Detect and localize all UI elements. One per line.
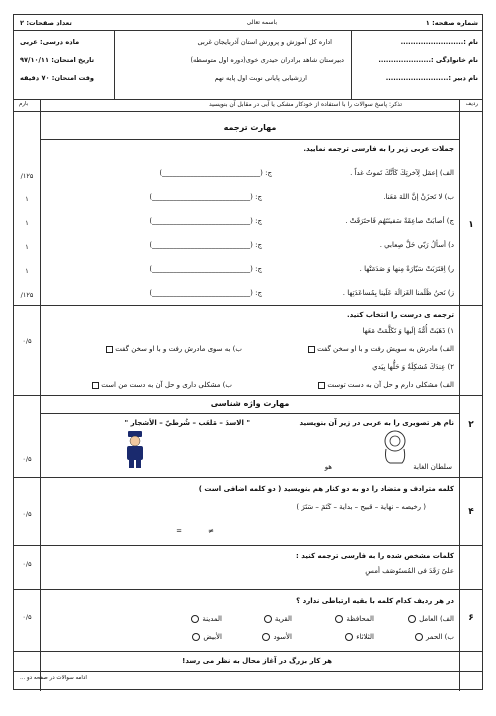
col-score: بارم	[19, 101, 29, 107]
q2-sentence-1: ۱) ذَهَبَتْ أُمُّهُ إلَيها وَ تَكَلَّمَتْ مَعَها	[362, 327, 454, 335]
q1-score-a: ۱۲۵/	[20, 172, 34, 180]
family-field[interactable]: نام خانوادگی :.....................	[378, 56, 478, 64]
bismillah: باسمه تعالی	[246, 19, 277, 26]
radio-icon[interactable]	[335, 615, 343, 623]
checkbox-icon[interactable]	[318, 382, 325, 389]
q1-answer-c[interactable]: ج: (____________________________)	[149, 217, 262, 225]
police-officer-image	[122, 429, 148, 469]
org-name: اداره کل آموزش و پرورش استان آذربایجان غربی	[197, 38, 332, 46]
q1-item-e: ر) اِقتَرَبَتْ سَيّارَةٌ مِنها وَ صَدَمَتْها .	[359, 265, 454, 273]
q3-title: نام هر تصویری را به عربی در زیر آن بنویسید	[299, 419, 454, 427]
q4-eq-sign: =	[176, 527, 182, 535]
q4-score: ۰/۵	[22, 510, 32, 518]
q5-title: کلمات مشخص شده را به فارسی ترجمه کنید :	[296, 552, 454, 560]
section-translation: مهارت ترجمه	[223, 123, 277, 132]
q6-row2-opt1[interactable]: ب) الحمر	[412, 633, 454, 641]
col-row: ردیف	[465, 101, 478, 107]
q1-score-e: ۱	[25, 267, 29, 275]
q2-title: ترجمه ی درست را انتخاب کنید.	[347, 311, 454, 319]
total-pages: تعداد صفحات: ۲	[20, 19, 72, 27]
q6-number: ۶	[468, 613, 474, 623]
q5-text: علیٌ رَقَدَ فی المُستَوصَف أمسِ	[365, 567, 454, 575]
q3-word-bank: " الاسدَ – مَلعَب – شُرطيّ – الأشجار "	[124, 419, 250, 427]
radio-icon[interactable]	[262, 633, 270, 641]
section-vocab: مهارت واژه شناسی	[210, 399, 290, 408]
notice: تذکر: پاسخ سوالات را با استفاده از خودکار مشکی یا آبی در مقابل آن بنویسید	[208, 101, 402, 108]
q1-score-d: ۱	[25, 243, 29, 251]
radio-icon[interactable]	[408, 615, 416, 623]
exam-header	[14, 15, 482, 100]
exam-page	[13, 14, 483, 690]
name-field[interactable]: نام :.........................	[400, 38, 478, 46]
q2-option-2b[interactable]: ب) مشکلی داری و حل آن به دست من است	[90, 381, 232, 389]
q3-score: ۰/۵	[22, 455, 32, 463]
q3-caption-1: سلطان الغابة	[413, 463, 452, 471]
q3-number: ۲	[468, 420, 474, 430]
q1-score-f: ۱۲۵/	[20, 291, 34, 299]
q4-word-bank: ( رخیصه – نهایة – قبیح – بدایة – کَتَمَ – سَتَرَ )	[296, 503, 426, 511]
q6-row1-opt1[interactable]: الف) العامل	[405, 615, 454, 623]
q6-title: در هر ردیف کدام کلمه با بقیه ارتباطی ندارد ؟	[296, 597, 454, 605]
q2-option-1a[interactable]: الف) مادرش به سویش رفت و با او سخن گفت	[306, 345, 454, 353]
school-name: دبیرستان شاهد برادران حیدری خوی(دوره اول متوسطه)	[190, 56, 344, 64]
exam-title: ارزشیابی پایانی نوبت اول پایه نهم	[214, 74, 307, 82]
q6-score: ۰/۵	[22, 613, 32, 621]
radio-icon[interactable]	[415, 633, 423, 641]
q1-score-b: ۱	[25, 195, 29, 203]
q6-row1-opt4[interactable]: المدینة	[188, 615, 222, 623]
lion-image	[378, 429, 412, 465]
q1-item-d: د) أسألُ رَبّي حَلَّ صِعابي .	[379, 241, 454, 249]
q1-item-c: ج) أصابَتْ صاعِقَةٌ سَفينَتَهُم فَاحتَرَقَتْ .	[345, 217, 454, 225]
q6-row2-opt3[interactable]: الأسود	[259, 633, 292, 641]
q6-row1-opt2[interactable]: المحافظة	[332, 615, 374, 623]
q1-number: ۱	[468, 220, 474, 230]
q2-option-1b[interactable]: ب) به سوی مادرش رفت و با او سخن گفت	[104, 345, 242, 353]
q1-answer-f[interactable]: ج: (____________________________)	[149, 289, 262, 297]
q5-score: ۰/۵	[22, 560, 32, 568]
checkbox-icon[interactable]	[106, 346, 113, 353]
q6-row2-opt2[interactable]: الثلاثاء	[342, 633, 374, 641]
q1-answer-a[interactable]: ج: (____________________________)	[159, 169, 272, 177]
q4-title: کلمه مترادف و متضاد را دو به دو کنار هم بنویسید ( دو کلمه اضافی است )	[198, 485, 454, 493]
q2-sentence-2: ۲) عِندَكَ مُشكِلَةٌ وَ حَلُّها بِيَدي	[372, 363, 454, 371]
exam-time: وقت امتحان: ۷۰ دقیقه	[20, 74, 95, 82]
radio-icon[interactable]	[192, 633, 200, 641]
footer-motto: هر کار بزرگ در آغاز محال به نظر می رسد!	[182, 657, 332, 665]
q4-number: ۴	[468, 507, 474, 517]
page-number: شماره صفحه: ۱	[425, 19, 478, 27]
q6-row2-opt4[interactable]: الأبیض	[189, 633, 222, 641]
q1-answer-b[interactable]: ج: (____________________________)	[149, 193, 262, 201]
q1-item-a: الف) إعمَل لِآخرتِكَ كَأنَّكَ تَموتُ غداً .	[350, 169, 454, 177]
exam-date: تاریخ امتحان: ۹۷/۱۰/۱۱	[20, 56, 95, 64]
q4-neq-sign: ≠	[208, 527, 214, 535]
q1-title: جملات عربی زیر را به فارسی ترجمه نمایید.	[303, 145, 454, 153]
q6-row1-opt3[interactable]: القریة	[261, 615, 292, 623]
checkbox-icon[interactable]	[308, 346, 315, 353]
radio-icon[interactable]	[345, 633, 353, 641]
q1-item-f: ز) نَحنُ ظَلَمنا الغَزالَة عَلَينا بِمُساعَدَتِها .	[342, 289, 454, 297]
q1-item-b: ب) لا تَحزَنْ إنَّ اللهَ مَعَنا.	[383, 193, 454, 201]
checkbox-icon[interactable]	[92, 382, 99, 389]
subject: ماده درسی: عربی	[20, 38, 80, 46]
radio-icon[interactable]	[264, 615, 272, 623]
q2-score: ۰/۵	[22, 337, 32, 345]
q1-score-c: ۱	[25, 219, 29, 227]
radio-icon[interactable]	[191, 615, 199, 623]
footer-continued: ادامه سوالات در صفحه دو ...	[20, 675, 87, 681]
q1-answer-e[interactable]: ج: (____________________________)	[149, 265, 262, 273]
teacher-field[interactable]: نام دبیر :.........................	[385, 74, 478, 82]
q3-caption-2: هو	[324, 463, 332, 471]
q2-option-2a[interactable]: الف) مشکلی دارم و حل آن به دست توست	[316, 381, 454, 389]
q1-answer-d[interactable]: ج: (____________________________)	[149, 241, 262, 249]
